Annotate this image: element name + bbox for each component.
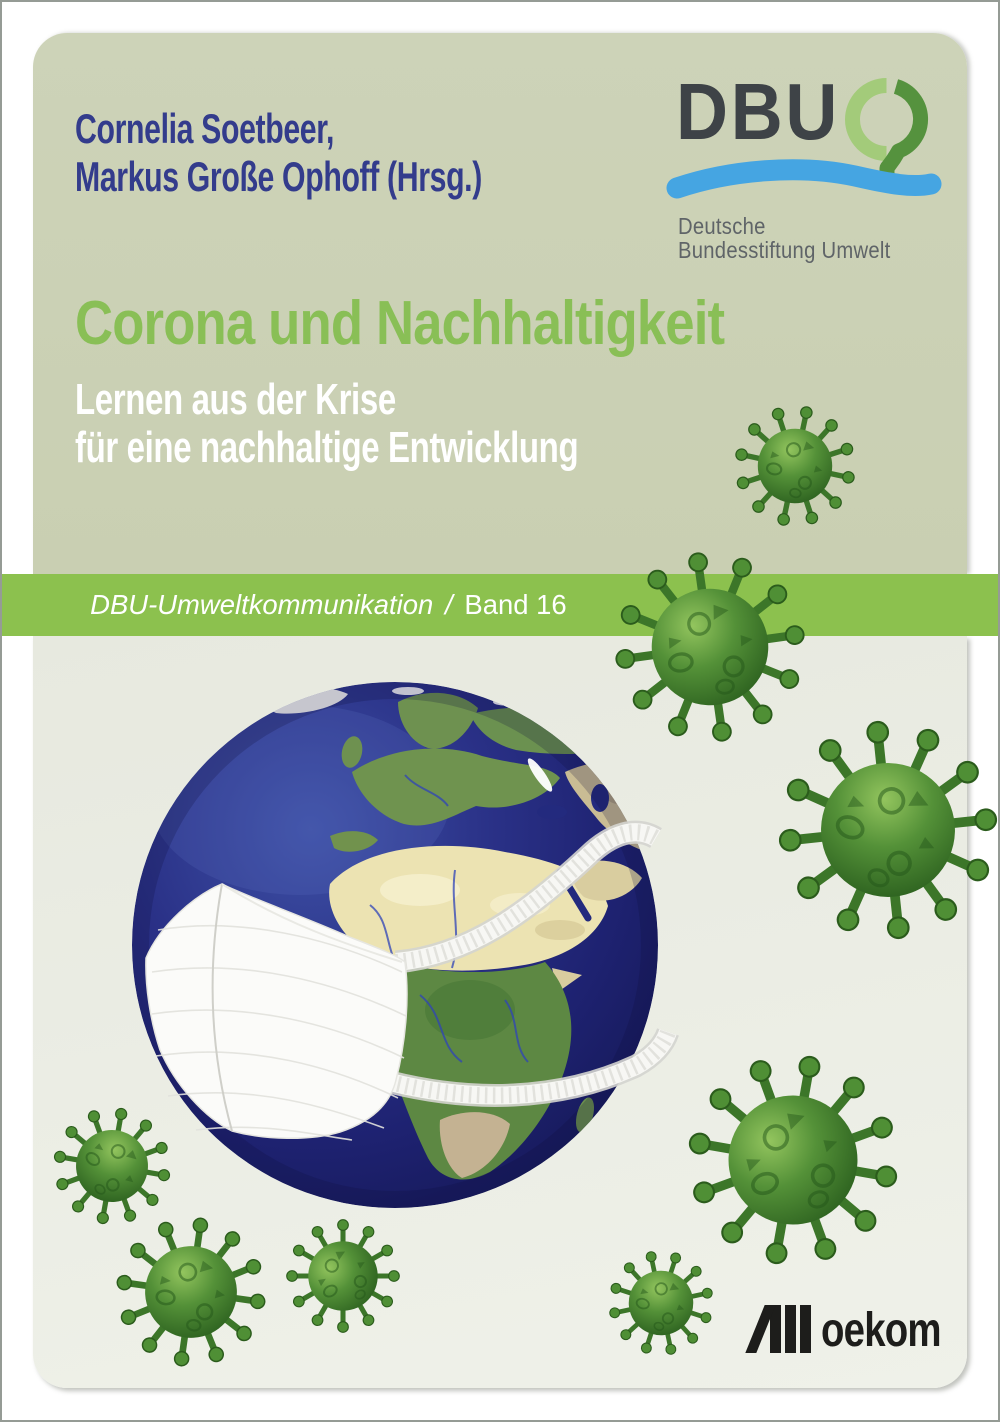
series-title <box>0 589 567 621</box>
oekom-wordmark: oekom <box>821 1304 941 1357</box>
dbu-wordmark: DBU <box>676 67 841 156</box>
author-line-1: Cornelia Soetbeer, <box>75 105 335 152</box>
publisher-name-line-2: Bundesstiftung Umwelt <box>678 237 891 263</box>
oekom-logo <box>755 1304 971 1357</box>
author-line-2: Markus Große Ophoff (Hrsg.) <box>75 153 482 200</box>
dbu-logo <box>650 58 950 223</box>
book-title: Corona und Nachhaltigkeit <box>75 289 725 358</box>
author-names <box>75 105 482 201</box>
oekom-mark-icon <box>755 1305 815 1353</box>
series-volume: Band 16 <box>464 589 567 620</box>
bottom-panel <box>33 636 967 1388</box>
publisher-name <box>678 214 891 262</box>
publisher-name-line-1: Deutsche <box>678 213 766 239</box>
subtitle-line-1: Lernen aus der Krise <box>75 375 396 424</box>
series-band <box>0 574 1000 636</box>
series-name: DBU-Umweltkommunikation <box>90 589 434 620</box>
series-separator: / <box>445 589 453 620</box>
subtitle-line-2: für eine nachhaltige Entwicklung <box>75 423 579 472</box>
book-subtitle <box>75 376 578 472</box>
